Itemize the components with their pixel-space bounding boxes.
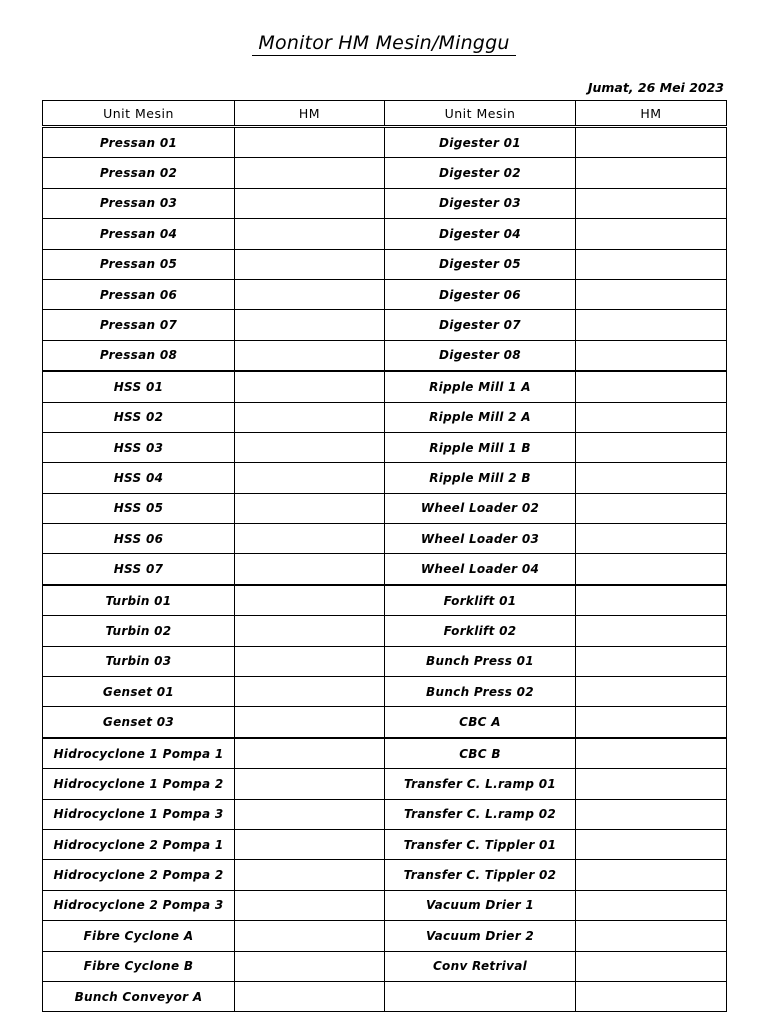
hm-input-cell[interactable] xyxy=(576,616,727,646)
unit-mesin-cell: Fibre Cyclone A xyxy=(43,921,235,951)
table-row xyxy=(43,677,727,707)
table-row xyxy=(43,188,727,218)
hm-input-cell[interactable] xyxy=(576,219,727,249)
hm-input-cell[interactable] xyxy=(576,707,727,738)
hm-input-cell[interactable] xyxy=(576,860,727,890)
hm-input-cell[interactable] xyxy=(576,646,727,676)
hm-input-cell[interactable] xyxy=(576,799,727,829)
unit-mesin-cell: Digester 07 xyxy=(385,310,576,340)
table-row xyxy=(43,158,727,188)
table-row xyxy=(43,524,727,554)
table-row xyxy=(43,951,727,981)
table-row xyxy=(43,981,727,1011)
unit-mesin-cell: Hidrocyclone 2 Pompa 2 xyxy=(43,860,235,890)
hm-input-cell[interactable] xyxy=(235,219,385,249)
hm-input-cell[interactable] xyxy=(235,585,385,616)
unit-mesin-cell: Conv Retrival xyxy=(385,951,576,981)
hm-input-cell[interactable] xyxy=(576,829,727,859)
table-row xyxy=(43,829,727,859)
unit-mesin-cell: Transfer C. L.ramp 02 xyxy=(385,799,576,829)
hm-input-cell[interactable] xyxy=(235,371,385,402)
unit-mesin-cell: Pressan 01 xyxy=(43,127,235,158)
hm-input-cell[interactable] xyxy=(235,279,385,309)
unit-mesin-cell: Transfer C. Tippler 01 xyxy=(385,829,576,859)
unit-mesin-cell: Hidrocyclone 1 Pompa 1 xyxy=(43,738,235,769)
unit-mesin-cell: Bunch Conveyor A xyxy=(43,981,235,1011)
hm-input-cell[interactable] xyxy=(576,158,727,188)
hm-input-cell[interactable] xyxy=(576,493,727,523)
document-title-text: Monitor HM Mesin/Minggu xyxy=(252,32,515,56)
hm-input-cell[interactable] xyxy=(235,524,385,554)
hm-input-cell[interactable] xyxy=(235,829,385,859)
hm-input-cell[interactable] xyxy=(576,585,727,616)
hm-input-cell[interactable] xyxy=(576,127,727,158)
unit-mesin-cell: Ripple Mill 2 A xyxy=(385,402,576,432)
unit-mesin-cell: Turbin 03 xyxy=(43,646,235,676)
table-row xyxy=(43,738,727,769)
unit-mesin-cell: Forklift 01 xyxy=(385,585,576,616)
unit-mesin-cell: Turbin 01 xyxy=(43,585,235,616)
unit-mesin-cell: Pressan 02 xyxy=(43,158,235,188)
unit-mesin-cell: Digester 01 xyxy=(385,127,576,158)
unit-mesin-cell: HSS 06 xyxy=(43,524,235,554)
table-row xyxy=(43,310,727,340)
hm-input-cell[interactable] xyxy=(235,707,385,738)
table-row xyxy=(43,432,727,462)
hm-input-cell[interactable] xyxy=(235,554,385,585)
hm-input-cell[interactable] xyxy=(235,921,385,951)
hm-input-cell[interactable] xyxy=(576,402,727,432)
hm-input-cell[interactable] xyxy=(576,677,727,707)
unit-mesin-cell: HSS 03 xyxy=(43,432,235,462)
table-row xyxy=(43,127,727,158)
unit-mesin-cell xyxy=(385,981,576,1011)
table-row xyxy=(43,279,727,309)
table-row xyxy=(43,402,727,432)
unit-mesin-cell: Pressan 03 xyxy=(43,188,235,218)
hm-input-cell[interactable] xyxy=(235,340,385,371)
hm-input-cell[interactable] xyxy=(235,738,385,769)
document-title xyxy=(0,32,768,54)
unit-mesin-cell: Hidrocyclone 1 Pompa 3 xyxy=(43,799,235,829)
table-row xyxy=(43,585,727,616)
hm-input-cell[interactable] xyxy=(576,279,727,309)
unit-mesin-cell: Wheel Loader 02 xyxy=(385,493,576,523)
unit-mesin-cell: Ripple Mill 1 B xyxy=(385,432,576,462)
hm-input-cell[interactable] xyxy=(576,463,727,493)
unit-mesin-cell: Pressan 08 xyxy=(43,340,235,371)
hm-input-cell[interactable] xyxy=(576,371,727,402)
hm-input-cell[interactable] xyxy=(576,432,727,462)
table-row xyxy=(43,769,727,799)
hm-input-cell[interactable] xyxy=(235,799,385,829)
unit-mesin-cell: Pressan 04 xyxy=(43,219,235,249)
unit-mesin-cell: Digester 02 xyxy=(385,158,576,188)
hm-input-cell[interactable] xyxy=(235,249,385,279)
unit-mesin-cell: Transfer C. L.ramp 01 xyxy=(385,769,576,799)
hm-input-cell[interactable] xyxy=(235,158,385,188)
hm-input-cell[interactable] xyxy=(235,769,385,799)
document-date: Jumat, 26 Mei 2023 xyxy=(587,80,724,95)
hm-monitor-table xyxy=(42,100,727,1012)
hm-input-cell[interactable] xyxy=(235,310,385,340)
table-body xyxy=(43,127,727,1012)
hm-input-cell[interactable] xyxy=(576,188,727,218)
unit-mesin-cell: Turbin 02 xyxy=(43,616,235,646)
hm-input-cell[interactable] xyxy=(235,677,385,707)
unit-mesin-cell: CBC B xyxy=(385,738,576,769)
unit-mesin-cell: Digester 06 xyxy=(385,279,576,309)
hm-input-cell[interactable] xyxy=(576,890,727,920)
table-row xyxy=(43,890,727,920)
unit-mesin-cell: Hidrocyclone 2 Pompa 3 xyxy=(43,890,235,920)
table-row xyxy=(43,340,727,371)
unit-mesin-cell: Forklift 02 xyxy=(385,616,576,646)
hm-input-cell[interactable] xyxy=(235,951,385,981)
hm-input-cell[interactable] xyxy=(235,432,385,462)
unit-mesin-cell: Genset 01 xyxy=(43,677,235,707)
unit-mesin-cell: Genset 03 xyxy=(43,707,235,738)
hm-input-cell[interactable] xyxy=(235,188,385,218)
hm-input-cell[interactable] xyxy=(235,890,385,920)
unit-mesin-cell: HSS 05 xyxy=(43,493,235,523)
hm-input-cell[interactable] xyxy=(576,554,727,585)
hm-input-cell[interactable] xyxy=(235,402,385,432)
unit-mesin-cell: Bunch Press 01 xyxy=(385,646,576,676)
unit-mesin-cell: Wheel Loader 03 xyxy=(385,524,576,554)
table-row xyxy=(43,463,727,493)
unit-mesin-cell: HSS 02 xyxy=(43,402,235,432)
unit-mesin-cell: Vacuum Drier 1 xyxy=(385,890,576,920)
table-row xyxy=(43,799,727,829)
table-row xyxy=(43,860,727,890)
table-row xyxy=(43,493,727,523)
table-row xyxy=(43,646,727,676)
table-row xyxy=(43,219,727,249)
header-hm-left: HM xyxy=(235,101,385,127)
unit-mesin-cell: Pressan 06 xyxy=(43,279,235,309)
unit-mesin-cell: Transfer C. Tippler 02 xyxy=(385,860,576,890)
unit-mesin-cell: Digester 04 xyxy=(385,219,576,249)
unit-mesin-cell: CBC A xyxy=(385,707,576,738)
header-hm-right: HM xyxy=(576,101,727,127)
table-row xyxy=(43,371,727,402)
hm-input-cell[interactable] xyxy=(576,951,727,981)
hm-input-cell[interactable] xyxy=(235,981,385,1011)
unit-mesin-cell: Vacuum Drier 2 xyxy=(385,921,576,951)
table-row xyxy=(43,707,727,738)
hm-input-cell[interactable] xyxy=(576,524,727,554)
hm-input-cell[interactable] xyxy=(235,463,385,493)
unit-mesin-cell: HSS 01 xyxy=(43,371,235,402)
hm-input-cell[interactable] xyxy=(235,616,385,646)
unit-mesin-cell: Fibre Cyclone B xyxy=(43,951,235,981)
hm-input-cell[interactable] xyxy=(235,493,385,523)
table-row xyxy=(43,554,727,585)
unit-mesin-cell: Digester 03 xyxy=(385,188,576,218)
hm-input-cell[interactable] xyxy=(576,769,727,799)
table-row xyxy=(43,616,727,646)
unit-mesin-cell: Pressan 05 xyxy=(43,249,235,279)
hm-input-cell[interactable] xyxy=(576,340,727,371)
unit-mesin-cell: Hidrocyclone 2 Pompa 1 xyxy=(43,829,235,859)
hm-input-cell[interactable] xyxy=(576,738,727,769)
unit-mesin-cell: Bunch Press 02 xyxy=(385,677,576,707)
hm-input-cell[interactable] xyxy=(235,127,385,158)
unit-mesin-cell: Digester 08 xyxy=(385,340,576,371)
unit-mesin-cell: Wheel Loader 04 xyxy=(385,554,576,585)
unit-mesin-cell: Ripple Mill 2 B xyxy=(385,463,576,493)
unit-mesin-cell: Pressan 07 xyxy=(43,310,235,340)
hm-input-cell[interactable] xyxy=(576,981,727,1011)
hm-input-cell[interactable] xyxy=(235,860,385,890)
table-row xyxy=(43,921,727,951)
unit-mesin-cell: Digester 05 xyxy=(385,249,576,279)
hm-input-cell[interactable] xyxy=(235,646,385,676)
unit-mesin-cell: Hidrocyclone 1 Pompa 2 xyxy=(43,769,235,799)
hm-input-cell[interactable] xyxy=(576,921,727,951)
header-unit-mesin-left: Unit Mesin xyxy=(43,101,235,127)
unit-mesin-cell: Ripple Mill 1 A xyxy=(385,371,576,402)
table-row xyxy=(43,249,727,279)
unit-mesin-cell: HSS 07 xyxy=(43,554,235,585)
hm-input-cell[interactable] xyxy=(576,249,727,279)
hm-input-cell[interactable] xyxy=(576,310,727,340)
header-unit-mesin-right: Unit Mesin xyxy=(385,101,576,127)
table-header-row xyxy=(43,101,727,127)
unit-mesin-cell: HSS 04 xyxy=(43,463,235,493)
